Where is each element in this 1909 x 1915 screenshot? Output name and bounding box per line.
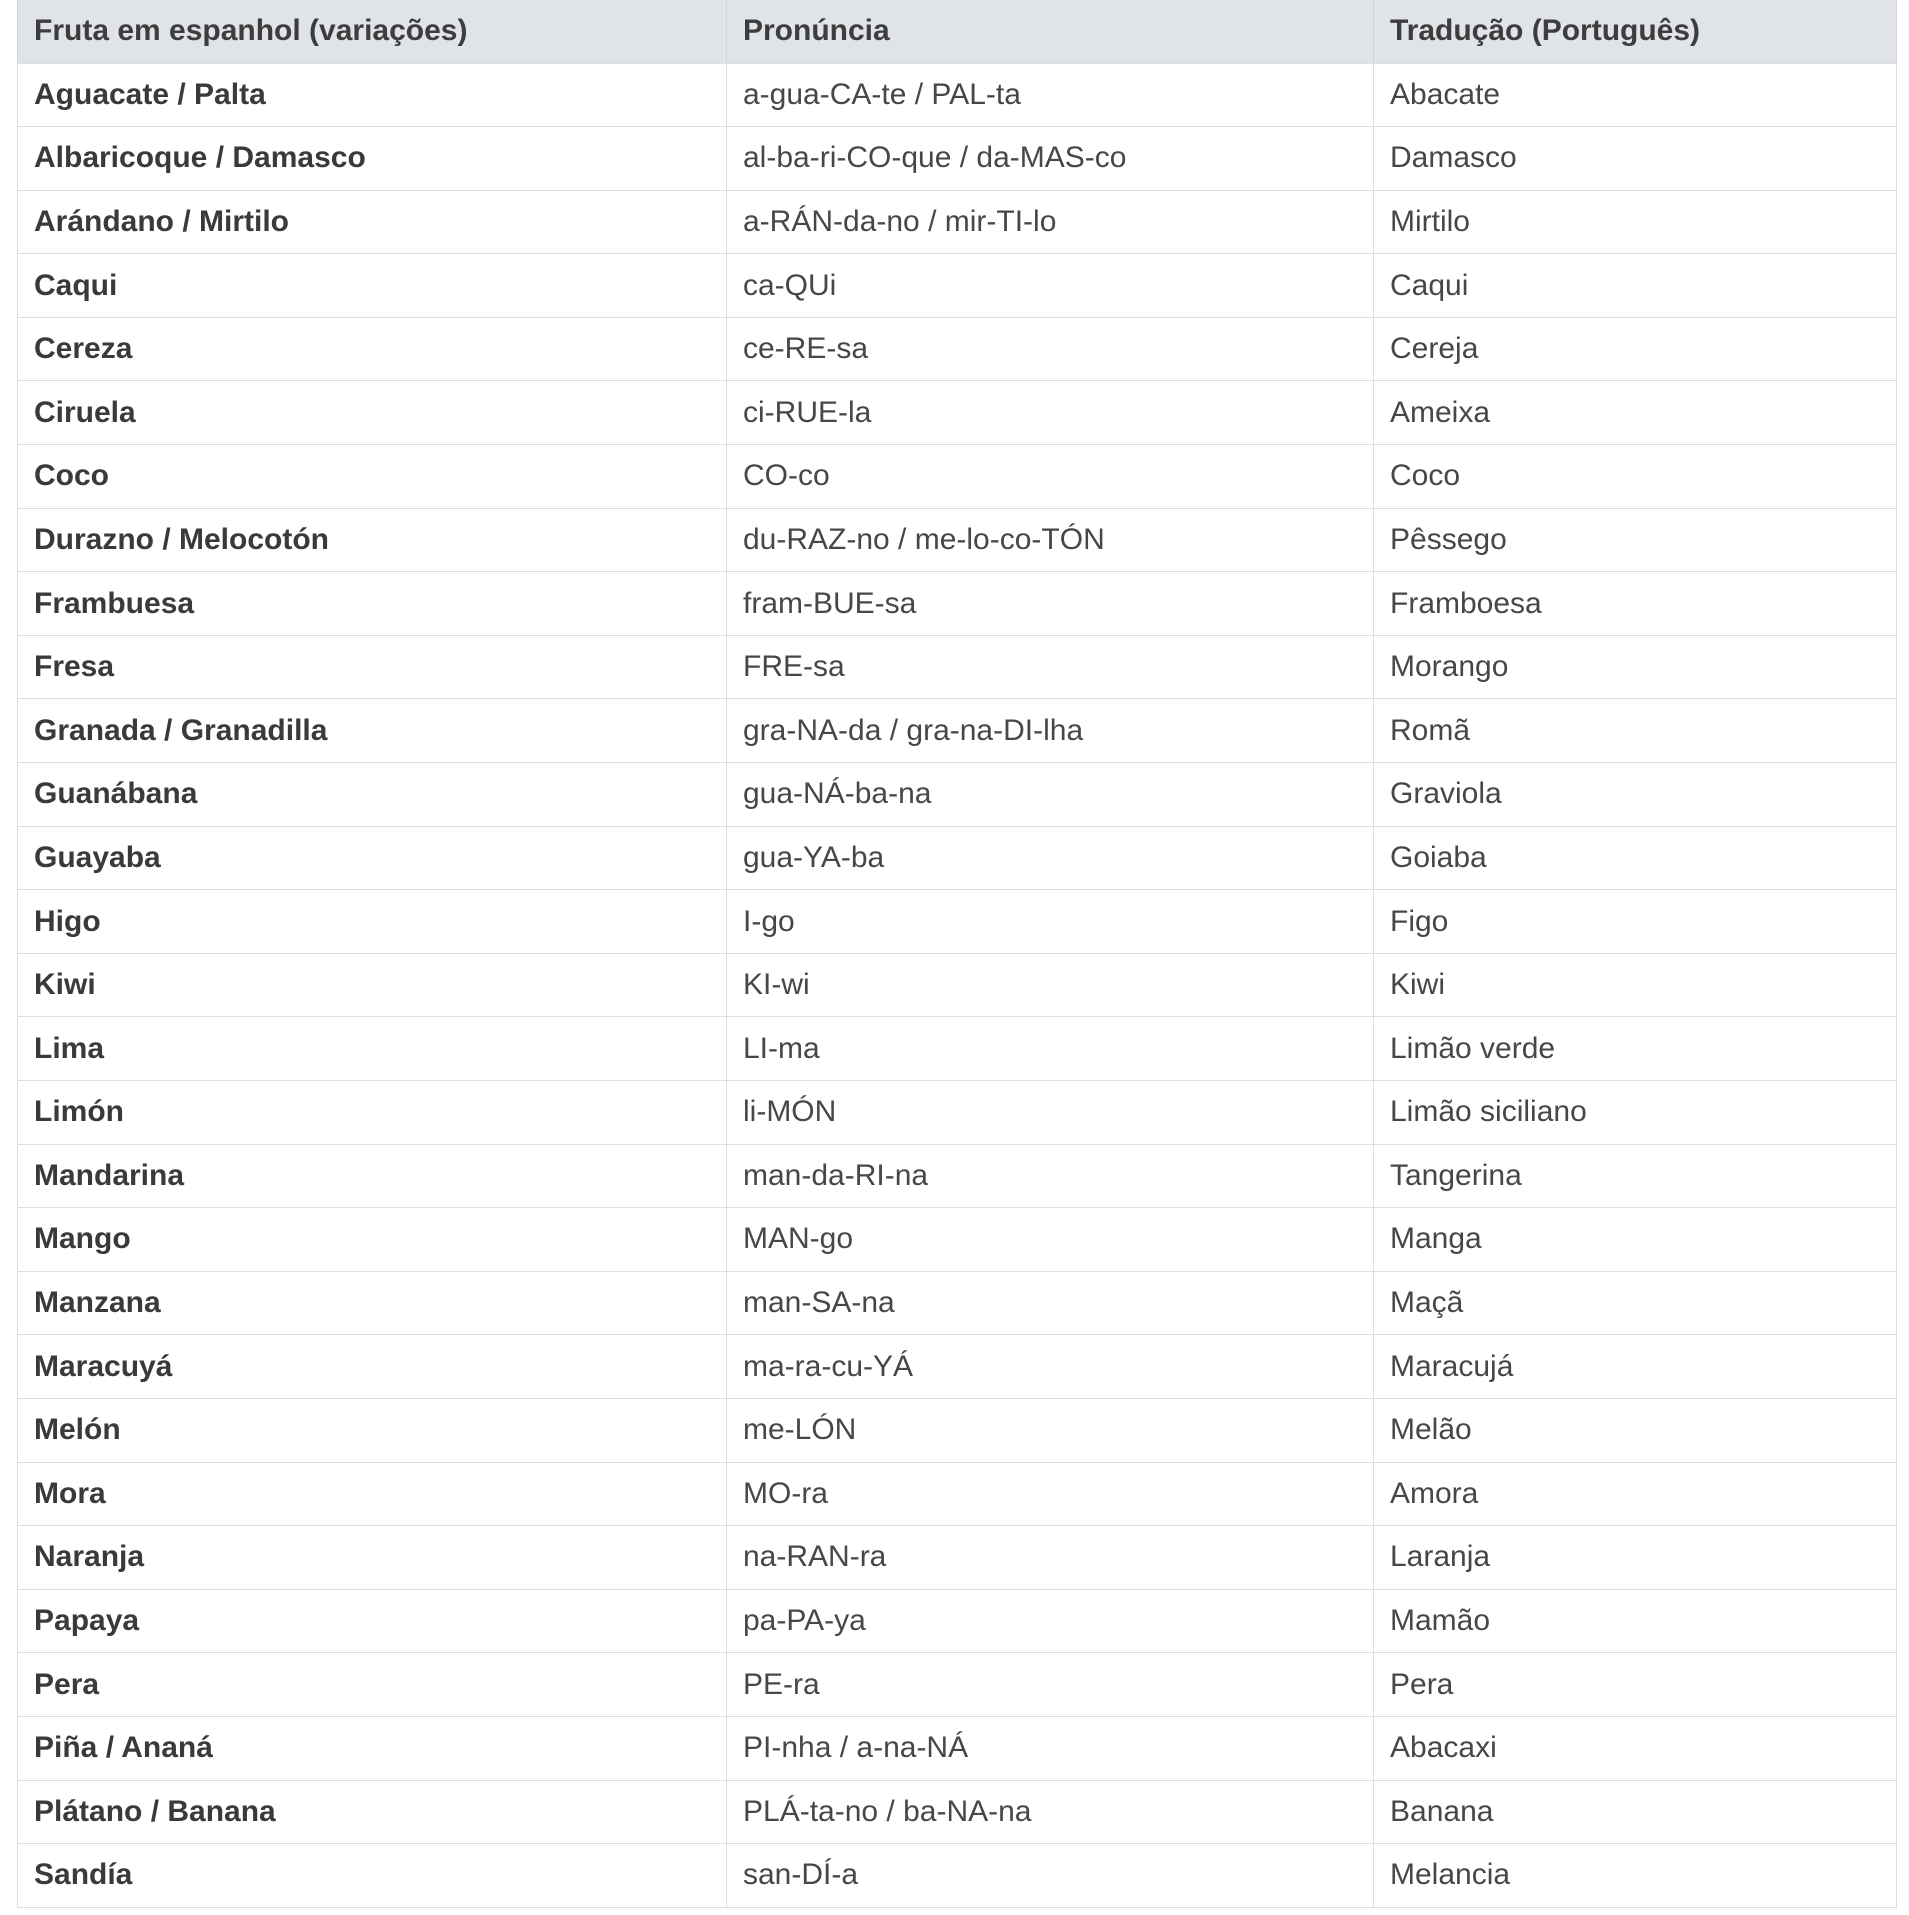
- cell-pronunciation: ma-ra-cu-YÁ: [727, 1335, 1374, 1399]
- column-header-pronunciation: Pronúncia: [727, 0, 1374, 63]
- table-row: [18, 635, 1897, 699]
- cell-pronunciation: pa-PA-ya: [727, 1589, 1374, 1653]
- cell-spanish-fruit: Lima: [18, 1017, 727, 1081]
- cell-portuguese-translation: Kiwi: [1374, 953, 1897, 1017]
- cell-pronunciation: man-SA-na: [727, 1271, 1374, 1335]
- cell-portuguese-translation: Maçã: [1374, 1271, 1897, 1335]
- table-header-row: [18, 0, 1897, 63]
- cell-spanish-fruit: Guanábana: [18, 763, 727, 827]
- cell-pronunciation: KI-wi: [727, 953, 1374, 1017]
- cell-pronunciation: MAN-go: [727, 1208, 1374, 1272]
- fruit-table-container: [17, 0, 1896, 1908]
- table-row: [18, 763, 1897, 827]
- table-row: [18, 1081, 1897, 1145]
- cell-pronunciation: al-ba-ri-CO-que / da-MAS-co: [727, 127, 1374, 191]
- table-row: [18, 1653, 1897, 1717]
- table-row: [18, 127, 1897, 191]
- cell-portuguese-translation: Caqui: [1374, 254, 1897, 318]
- table-row: [18, 572, 1897, 636]
- table-row: [18, 445, 1897, 509]
- cell-portuguese-translation: Pera: [1374, 1653, 1897, 1717]
- table-row: [18, 190, 1897, 254]
- cell-pronunciation: MO-ra: [727, 1462, 1374, 1526]
- cell-portuguese-translation: Mamão: [1374, 1589, 1897, 1653]
- cell-pronunciation: ce-RE-sa: [727, 317, 1374, 381]
- cell-portuguese-translation: Figo: [1374, 890, 1897, 954]
- cell-spanish-fruit: Coco: [18, 445, 727, 509]
- table-row: [18, 953, 1897, 1017]
- table-row: [18, 63, 1897, 127]
- cell-portuguese-translation: Coco: [1374, 445, 1897, 509]
- table-row: [18, 254, 1897, 318]
- cell-portuguese-translation: Tangerina: [1374, 1144, 1897, 1208]
- cell-pronunciation: a-gua-CA-te / PAL-ta: [727, 63, 1374, 127]
- cell-pronunciation: PE-ra: [727, 1653, 1374, 1717]
- table-row: [18, 1716, 1897, 1780]
- cell-portuguese-translation: Maracujá: [1374, 1335, 1897, 1399]
- table-row: [18, 1589, 1897, 1653]
- cell-portuguese-translation: Melancia: [1374, 1844, 1897, 1908]
- cell-spanish-fruit: Caqui: [18, 254, 727, 318]
- cell-portuguese-translation: Pêssego: [1374, 508, 1897, 572]
- cell-spanish-fruit: Melón: [18, 1398, 727, 1462]
- cell-spanish-fruit: Albaricoque / Damasco: [18, 127, 727, 191]
- cell-portuguese-translation: Framboesa: [1374, 572, 1897, 636]
- cell-pronunciation: gua-NÁ-ba-na: [727, 763, 1374, 827]
- table-row: [18, 1780, 1897, 1844]
- cell-pronunciation: a-RÁN-da-no / mir-TI-lo: [727, 190, 1374, 254]
- cell-pronunciation: ca-QUi: [727, 254, 1374, 318]
- cell-portuguese-translation: Graviola: [1374, 763, 1897, 827]
- cell-spanish-fruit: Kiwi: [18, 953, 727, 1017]
- cell-portuguese-translation: Manga: [1374, 1208, 1897, 1272]
- cell-spanish-fruit: Papaya: [18, 1589, 727, 1653]
- cell-portuguese-translation: Amora: [1374, 1462, 1897, 1526]
- cell-pronunciation: gua-YA-ba: [727, 826, 1374, 890]
- cell-pronunciation: gra-NA-da / gra-na-DI-lha: [727, 699, 1374, 763]
- cell-portuguese-translation: Limão verde: [1374, 1017, 1897, 1081]
- cell-portuguese-translation: Laranja: [1374, 1526, 1897, 1590]
- cell-portuguese-translation: Morango: [1374, 635, 1897, 699]
- cell-pronunciation: du-RAZ-no / me-lo-co-TÓN: [727, 508, 1374, 572]
- cell-spanish-fruit: Mora: [18, 1462, 727, 1526]
- table-row: [18, 826, 1897, 890]
- cell-pronunciation: san-DÍ-a: [727, 1844, 1374, 1908]
- cell-pronunciation: na-RAN-ra: [727, 1526, 1374, 1590]
- cell-spanish-fruit: Guayaba: [18, 826, 727, 890]
- cell-pronunciation: PLÁ-ta-no / ba-NA-na: [727, 1780, 1374, 1844]
- cell-spanish-fruit: Cereza: [18, 317, 727, 381]
- cell-portuguese-translation: Abacate: [1374, 63, 1897, 127]
- cell-portuguese-translation: Mirtilo: [1374, 190, 1897, 254]
- cell-spanish-fruit: Mango: [18, 1208, 727, 1272]
- cell-portuguese-translation: Banana: [1374, 1780, 1897, 1844]
- cell-spanish-fruit: Ciruela: [18, 381, 727, 445]
- cell-portuguese-translation: Romã: [1374, 699, 1897, 763]
- cell-spanish-fruit: Piña / Ananá: [18, 1716, 727, 1780]
- cell-spanish-fruit: Sandía: [18, 1844, 727, 1908]
- table-row: [18, 890, 1897, 954]
- table-row: [18, 1398, 1897, 1462]
- cell-portuguese-translation: Cereja: [1374, 317, 1897, 381]
- cell-pronunciation: CO-co: [727, 445, 1374, 509]
- table-row: [18, 1844, 1897, 1908]
- cell-spanish-fruit: Frambuesa: [18, 572, 727, 636]
- cell-pronunciation: ci-RUE-la: [727, 381, 1374, 445]
- cell-pronunciation: PI-nha / a-na-NÁ: [727, 1716, 1374, 1780]
- cell-spanish-fruit: Fresa: [18, 635, 727, 699]
- cell-spanish-fruit: Mandarina: [18, 1144, 727, 1208]
- table-row: [18, 1526, 1897, 1590]
- fruit-table: [17, 0, 1897, 1908]
- table-row: [18, 1017, 1897, 1081]
- cell-spanish-fruit: Maracuyá: [18, 1335, 727, 1399]
- cell-spanish-fruit: Durazno / Melocotón: [18, 508, 727, 572]
- table-row: [18, 1271, 1897, 1335]
- table-row: [18, 1462, 1897, 1526]
- cell-portuguese-translation: Damasco: [1374, 127, 1897, 191]
- cell-portuguese-translation: Goiaba: [1374, 826, 1897, 890]
- cell-pronunciation: I-go: [727, 890, 1374, 954]
- table-row: [18, 699, 1897, 763]
- cell-spanish-fruit: Arándano / Mirtilo: [18, 190, 727, 254]
- cell-pronunciation: LI-ma: [727, 1017, 1374, 1081]
- table-row: [18, 1144, 1897, 1208]
- column-header-spanish-fruit: Fruta em espanhol (variações): [18, 0, 727, 63]
- cell-spanish-fruit: Granada / Granadilla: [18, 699, 727, 763]
- cell-spanish-fruit: Higo: [18, 890, 727, 954]
- cell-pronunciation: fram-BUE-sa: [727, 572, 1374, 636]
- cell-spanish-fruit: Limón: [18, 1081, 727, 1145]
- cell-pronunciation: FRE-sa: [727, 635, 1374, 699]
- cell-portuguese-translation: Limão siciliano: [1374, 1081, 1897, 1145]
- table-row: [18, 1208, 1897, 1272]
- cell-portuguese-translation: Abacaxi: [1374, 1716, 1897, 1780]
- cell-spanish-fruit: Aguacate / Palta: [18, 63, 727, 127]
- table-row: [18, 317, 1897, 381]
- cell-spanish-fruit: Pera: [18, 1653, 727, 1717]
- cell-spanish-fruit: Plátano / Banana: [18, 1780, 727, 1844]
- cell-pronunciation: man-da-RI-na: [727, 1144, 1374, 1208]
- cell-portuguese-translation: Melão: [1374, 1398, 1897, 1462]
- table-row: [18, 1335, 1897, 1399]
- table-row: [18, 381, 1897, 445]
- cell-pronunciation: me-LÓN: [727, 1398, 1374, 1462]
- cell-portuguese-translation: Ameixa: [1374, 381, 1897, 445]
- column-header-portuguese-translation: Tradução (Português): [1374, 0, 1897, 63]
- cell-spanish-fruit: Manzana: [18, 1271, 727, 1335]
- cell-spanish-fruit: Naranja: [18, 1526, 727, 1590]
- table-row: [18, 508, 1897, 572]
- cell-pronunciation: li-MÓN: [727, 1081, 1374, 1145]
